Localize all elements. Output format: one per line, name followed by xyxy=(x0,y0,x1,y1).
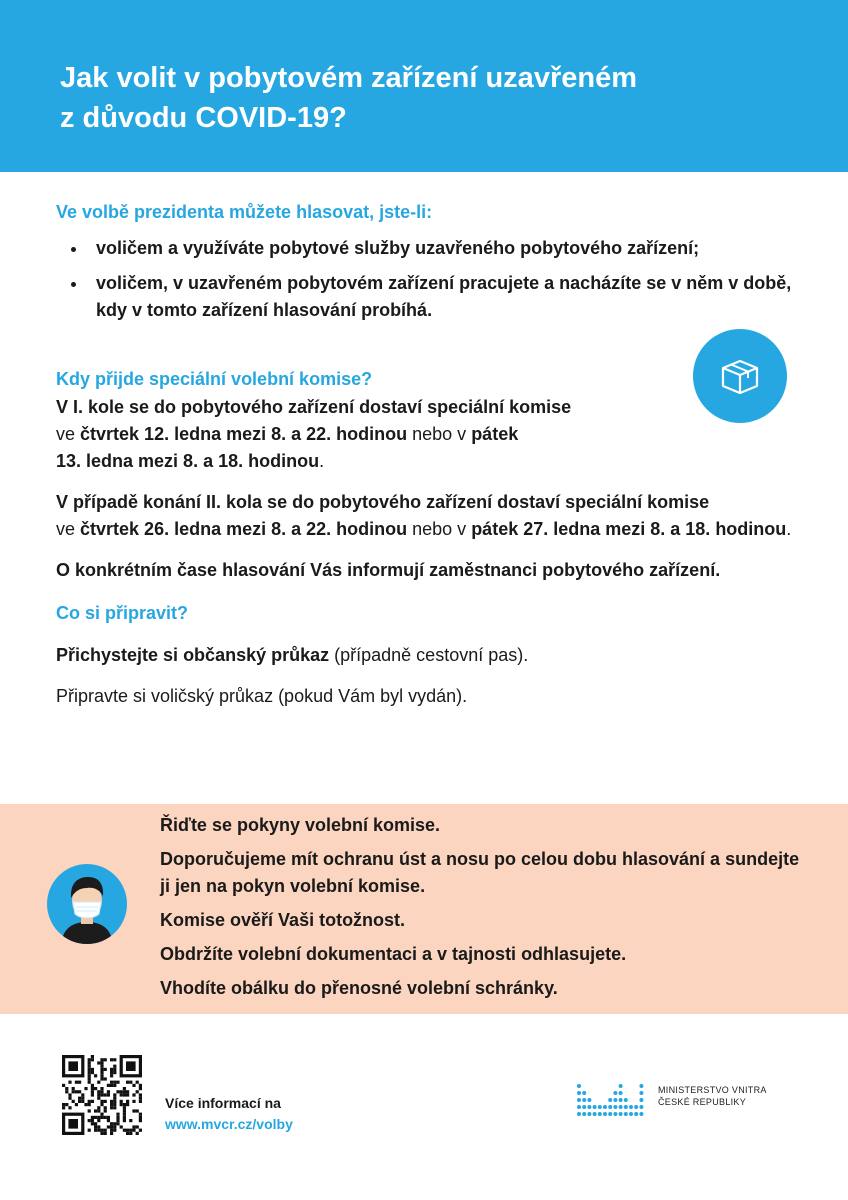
ministry-logo xyxy=(556,1040,792,1144)
header-banner xyxy=(0,0,848,172)
eligibility-item-2: voličem, v uzavřeném pobytovém zařízení pracujete a nacházíte se v něm v době, kdy v tomto zařízení hlasování probíhá. xyxy=(56,270,816,324)
more-info-label: Více informací na xyxy=(165,1095,281,1111)
round1-mid: nebo v xyxy=(407,424,472,444)
id-card-bold: Přichystejte si občanský průkaz xyxy=(56,645,330,665)
round2-lead: V případě konání II. kola se do pobytového zařízení dostaví speciální komise xyxy=(56,492,710,512)
qr-code xyxy=(62,1055,142,1135)
instruction-item: Vhodíte obálku do přenosné volební schránky. xyxy=(160,978,558,998)
round1-date2a: pátek xyxy=(471,424,519,444)
round1-date1: čtvrtek 12. ledna mezi 8. a 22. hodinou xyxy=(80,424,408,444)
round1-paragraph xyxy=(56,394,816,475)
instruction-item: Obdržíte volební dokumentaci a v tajnosti odhlasujete. xyxy=(160,944,627,964)
instruction-item: Doporučujeme mít ochranu úst a nosu po celou dobu hlasování a sundejte ji jen na pokyn volební komise. xyxy=(160,849,800,896)
id-card-rest: (případně cestovní pas). xyxy=(329,645,529,665)
round2-paragraph xyxy=(56,489,816,543)
commission-heading: Kdy přijde speciální volební komise? xyxy=(56,369,373,389)
instruction-item: Řiďte se pokyny volební komise. xyxy=(160,815,441,835)
eligibility-item-1: voličem a využíváte pobytové služby uzavřeného pobytového zařízení; xyxy=(56,235,816,262)
main-content xyxy=(56,197,816,710)
box-icon xyxy=(693,329,787,423)
ministry-logo-mark xyxy=(576,1064,648,1120)
voter-card-paragraph: Připravte si voličský průkaz (pokud Vám byl vydán). xyxy=(56,686,468,706)
round1-date2b: 13. ledna mezi 8. a 18. hodinou xyxy=(56,451,320,471)
round2-end: . xyxy=(786,519,792,539)
instructions-list xyxy=(160,812,810,1009)
round2-date1: čtvrtek 26. ledna mezi 8. a 22. hodinou xyxy=(80,519,408,539)
ministry-name xyxy=(658,1084,767,1108)
instruction-item: Komise ověří Vaši totožnost. xyxy=(160,910,406,930)
ministry-line-1: MINISTERSTVO VNITRA xyxy=(658,1085,767,1095)
eligibility-list xyxy=(56,235,816,324)
more-info xyxy=(165,1093,293,1135)
round2-pre: ve xyxy=(56,519,81,539)
round2-mid: nebo v xyxy=(407,519,472,539)
page-title xyxy=(60,58,780,138)
more-info-link[interactable]: www.mvcr.cz/volby xyxy=(165,1116,293,1132)
prepare-heading: Co si připravit? xyxy=(56,603,189,623)
eligibility-heading: Ve volbě prezidenta můžete hlasovat, jste-li: xyxy=(56,202,433,222)
round1-lead: V I. kole se do pobytového zařízení dostaví speciální komise xyxy=(56,397,572,417)
id-card-paragraph xyxy=(56,642,816,669)
title-line-2: z důvodu COVID-19? xyxy=(60,102,347,134)
round1-end: . xyxy=(319,451,325,471)
title-line-1: Jak volit v pobytovém zařízení uzavřeném xyxy=(60,62,637,94)
round2-date2: pátek 27. ledna mezi 8. a 18. hodinou xyxy=(471,519,787,539)
ministry-line-2: ČESKÉ REPUBLIKY xyxy=(658,1097,747,1107)
round1-pre: ve xyxy=(56,424,81,444)
masked-person-icon xyxy=(47,864,127,944)
time-note: O konkrétním čase hlasování Vás informují zaměstnanci pobytového zařízení. xyxy=(56,560,721,580)
